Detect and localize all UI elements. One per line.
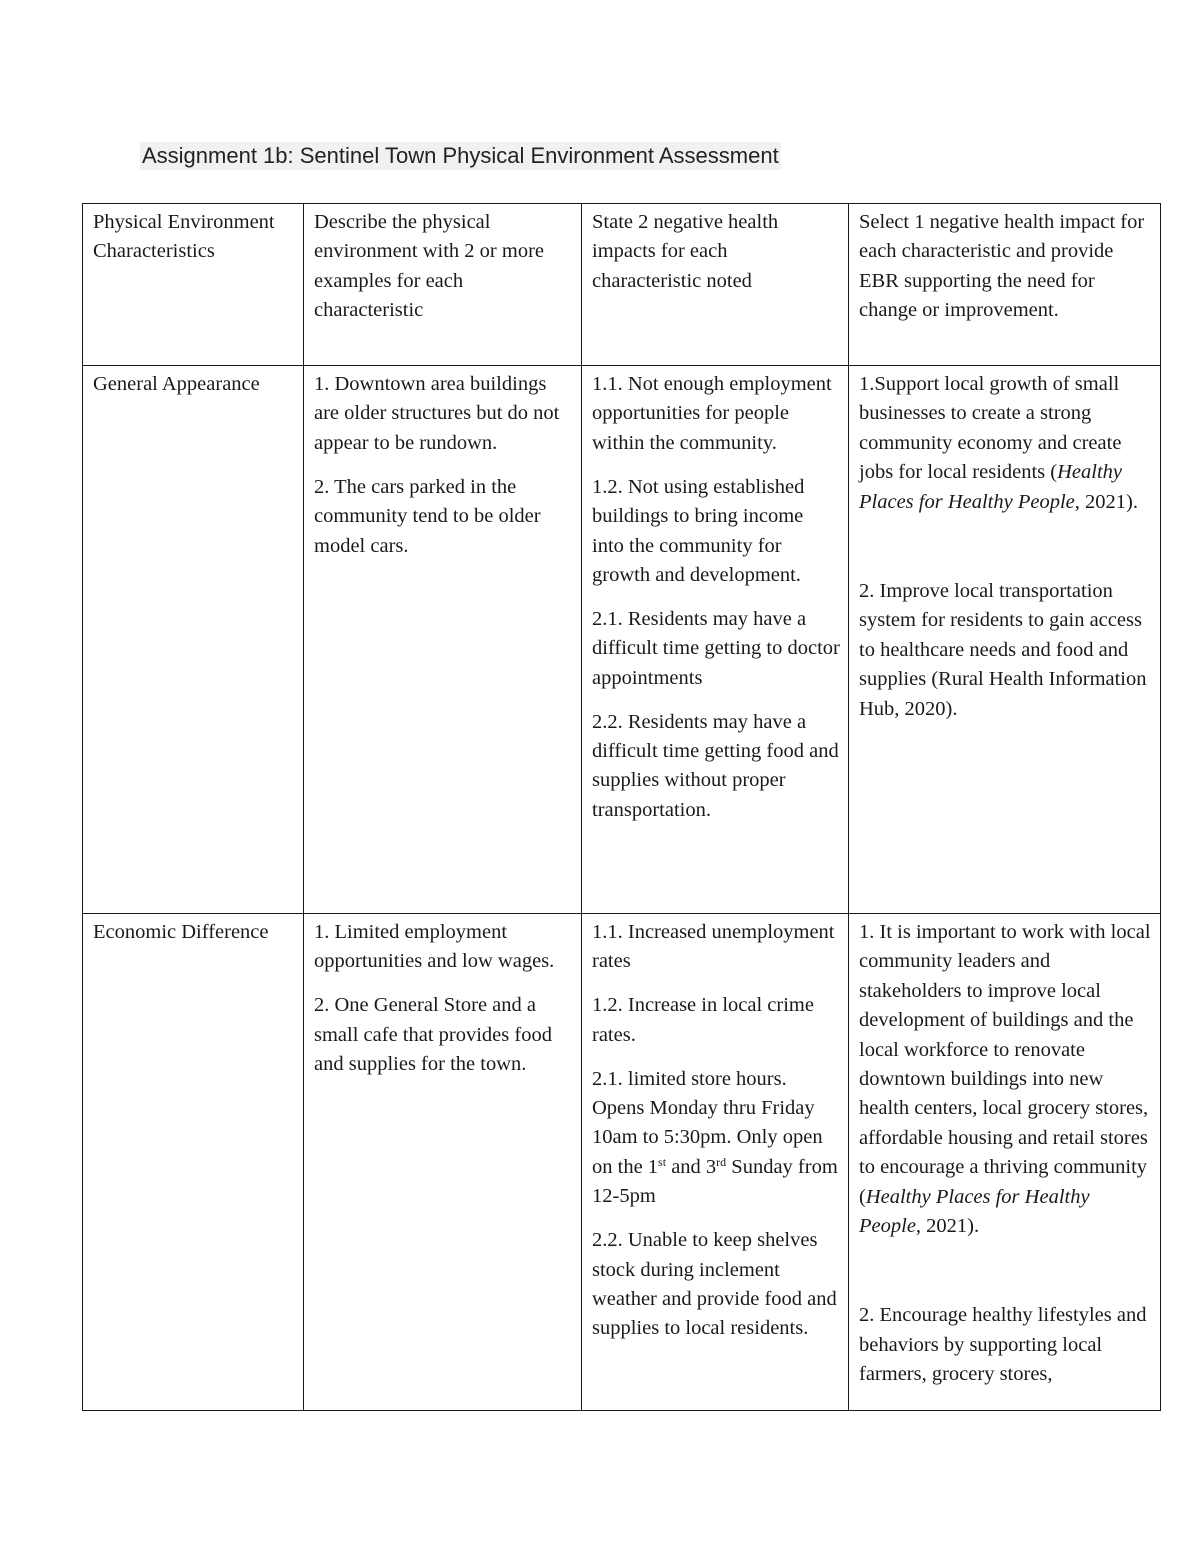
table-header-row [83, 204, 1161, 366]
ebr-year: , 2021). [1074, 490, 1138, 513]
table-row [83, 366, 1161, 914]
description-cell [304, 366, 582, 914]
impact-cell [582, 366, 849, 914]
header-cell-describe: Describe the physical environment with 2 or more examples for each characteristic [304, 204, 582, 366]
assessment-table [82, 203, 1161, 1411]
impact-item: 1.2. Not using established buildings to bring income into the community for growth and development. [592, 475, 805, 586]
header-cell-impacts: State 2 negative health impacts for each characteristic noted [582, 204, 849, 366]
ebr-source: Healthy Places for Healthy People [859, 1185, 1090, 1238]
description-item: 1. Limited employment opportunities and low wages. [314, 921, 555, 973]
impact-item: 2.2. Residents may have a difficult time getting food and supplies without proper transportation. [592, 710, 839, 821]
ebr-source: Healthy Places for Healthy People [859, 461, 1123, 513]
ebr-item [859, 370, 1152, 517]
ebr-text: 1. It is important to work with local community leaders and stakeholders to improve local development of buildings and the local workforce to renovate downtown buildings into new health centers, local grocery stores, affordable housing and retail stores to encourage a thriving community ( [859, 921, 1151, 1208]
ebr-item [859, 918, 1152, 1241]
impact-item: 1.2. Increase in local crime rates. [592, 994, 814, 1046]
description-item: 1. Downtown area buildings are older structures but do not appear to be rundown. [314, 373, 560, 454]
ebr-cell [849, 366, 1161, 914]
ebr-cell [849, 914, 1161, 1411]
impact-cell [582, 914, 849, 1411]
header-cell-characteristics: Physical Environment Characteristics [83, 204, 304, 366]
impact-text: and 3 [666, 1155, 717, 1178]
characteristic-cell: Economic Difference [83, 914, 304, 1411]
ordinal-suffix: rd [716, 1154, 727, 1169]
ebr-text: 1.Support local growth of small businesses to create a strong community economy and create jobs for local residents ( [859, 373, 1122, 484]
description-cell [304, 914, 582, 1411]
impact-text: 2.1. limited store hours. Opens Monday thru Friday 10am to 5:30pm. Only open on the 1 [592, 1067, 823, 1178]
ebr-item: 2. Encourage healthy lifestyles and behaviors by supporting local farmers, grocery stores, [859, 1304, 1147, 1386]
table-row [83, 914, 1161, 1411]
description-item: 2. The cars parked in the community tend to be older model cars. [314, 475, 541, 557]
impact-item [592, 1065, 840, 1212]
impact-text: Sunday from 12-5pm [592, 1155, 838, 1208]
ordinal-suffix: st [658, 1154, 667, 1169]
impact-item: 1.1. Not enough employment opportunities for people within the community. [592, 373, 832, 454]
ebr-item: 2. Improve local transportation system for residents to gain access to healthcare needs and food and supplies (Rural Health Information Hub, 2020). [859, 580, 1147, 720]
ebr-year: , 2021). [915, 1215, 980, 1238]
characteristic-cell: General Appearance [83, 366, 304, 914]
impact-item: 2.1. Residents may have a difficult time getting to doctor appointments [592, 607, 840, 689]
header-cell-ebr: Select 1 negative health impact for each characteristic and provide EBR supporting the need for change or improvement. [849, 204, 1161, 366]
document-title: Assignment 1b: Sentinel Town Physical Environment Assessment [142, 143, 779, 168]
description-item: 2. One General Store and a small cafe that provides food and supplies for the town. [314, 994, 552, 1076]
impact-item: 1.1. Increased unemployment rates [592, 921, 835, 973]
impact-item: 2.2. Unable to keep shelves stock during inclement weather and provide food and supplies to local residents. [592, 1229, 837, 1340]
